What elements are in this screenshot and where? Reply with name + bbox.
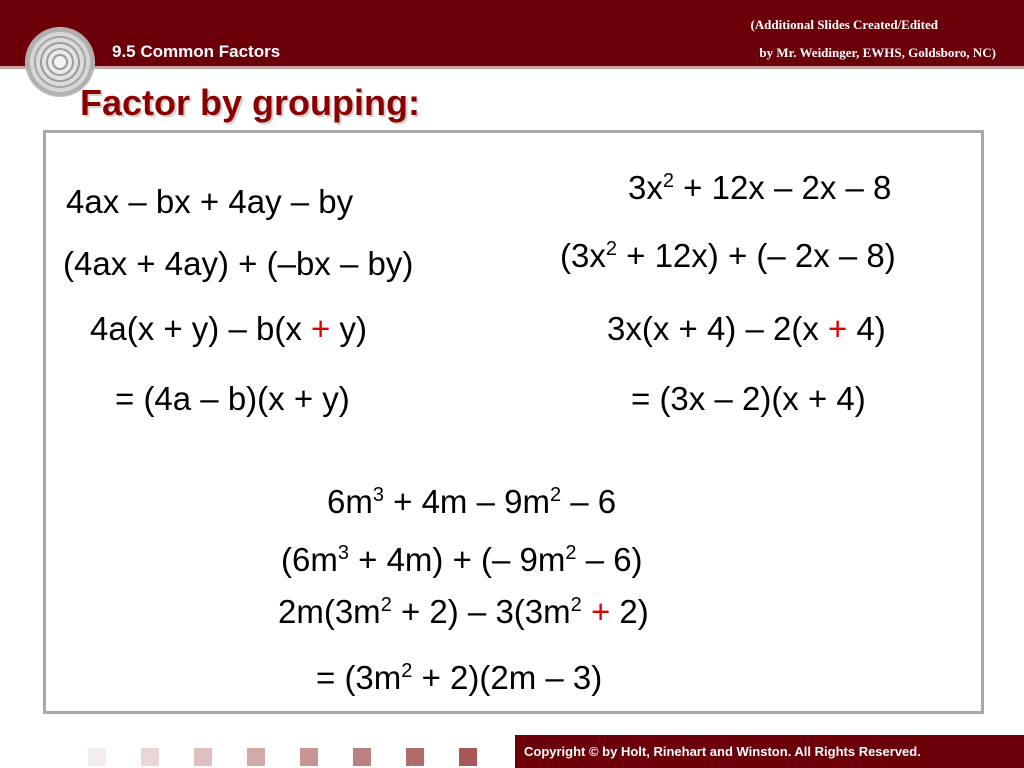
example3-line2: $(6m^3 + 4m)$ + (– $9m^2 - 6$) — [281, 541, 643, 578]
square-3 — [194, 748, 212, 766]
example3-line3: $2m(3m^2 + 2) - 3(3m^2 + 2)$ — [278, 593, 649, 630]
credit-line-1: (Additional Slides Created/Edited — [750, 17, 938, 32]
example2-line4: = (3x – 2)(x + 4) — [631, 380, 866, 417]
example1-line4: = (4a – b)(x + y) — [115, 380, 350, 417]
content-box — [43, 130, 984, 714]
example1-line2: (4ax + 4ay) + (–bx – by) — [63, 245, 414, 282]
square-7 — [406, 748, 424, 766]
credit-line-2: by Mr. Weidinger, EWHS, Goldsboro, NC) — [759, 45, 996, 60]
square-5 — [300, 748, 318, 766]
example2-line3: 3x(x + 4) – 2(x + 4) — [607, 310, 886, 347]
slide-title: Factor by grouping: — [80, 82, 420, 123]
highlighted-plus: + — [311, 310, 331, 347]
square-6 — [353, 748, 371, 766]
example1-line3: 4a(x + y) – b(x + y) — [90, 310, 367, 347]
example1-line1: 4ax – bx + 4ay – by — [66, 183, 354, 220]
section-title: 9.5 Common Factors — [112, 42, 281, 61]
example3-line4: = $(3m^2 + 2)(2m - 3)$ — [316, 659, 603, 696]
square-2 — [141, 748, 159, 766]
square-1 — [88, 748, 106, 766]
square-8 — [459, 748, 477, 766]
highlighted-plus: + — [590, 593, 611, 630]
square-4 — [247, 748, 265, 766]
example3-line1: $6m^3 + 4m - 9m^2 - 6$ — [327, 483, 617, 520]
copyright-text: Copyright © by Holt, Rinehart and Winston. All Rights Reserved. — [524, 744, 921, 759]
header-divider — [0, 66, 1024, 69]
highlighted-plus: + — [828, 310, 848, 347]
example2-line2: $(3x^2 + 12x)$ + (– 2x – 8) — [560, 237, 896, 274]
example2-line1: $3x^2 + 12x - 2x - 8$ — [628, 169, 892, 206]
